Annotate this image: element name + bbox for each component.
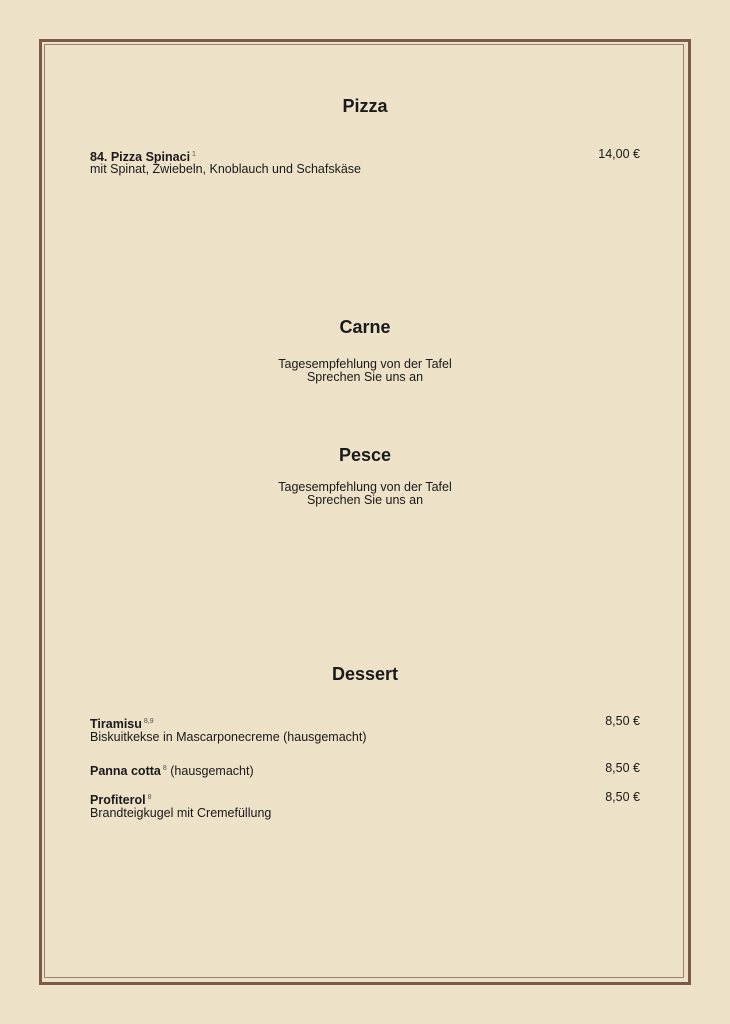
item-price: 8,50 €: [605, 761, 640, 775]
item-description: Brandteigkugel mit Cremefüllung: [90, 806, 272, 820]
item-description: Biskuitkekse in Mascarponecreme (hausgemacht): [90, 730, 367, 744]
menu-frame-inner: [44, 44, 684, 978]
item-name: 84. Pizza Spinaci: [90, 150, 191, 164]
pesce-note-line2: Sprechen Sie uns an: [306, 493, 424, 507]
section-title-pizza: Pizza: [342, 96, 388, 116]
allergen-codes: 8: [162, 765, 167, 772]
item-name: Panna cotta: [90, 764, 161, 778]
item-name: Profiterol: [90, 793, 146, 807]
item-price: 14,00 €: [598, 147, 640, 161]
item-name: Tiramisu: [90, 717, 142, 731]
section-title-pesce: Pesce: [338, 445, 392, 465]
allergen-codes: 8: [147, 794, 152, 801]
allergen-codes: 1: [192, 151, 196, 158]
section-title-dessert: Dessert: [331, 664, 399, 684]
carne-note-line1: Tagesempfehlung von der Tafel: [278, 357, 452, 371]
item-suffix: (hausgemacht): [170, 764, 254, 778]
item-description: mit Spinat, Zwiebeln, Knoblauch und Schafskäse: [90, 162, 361, 176]
allergen-codes: 8,9: [143, 718, 154, 725]
item-price: 8,50 €: [605, 714, 640, 728]
section-title-carne: Carne: [339, 317, 391, 337]
menu-item-panna-cotta: [90, 761, 254, 779]
item-price: 8,50 €: [605, 790, 640, 804]
pesce-note-line1: Tagesempfehlung von der Tafel: [278, 480, 452, 494]
carne-note-line2: Sprechen Sie uns an: [306, 370, 424, 384]
